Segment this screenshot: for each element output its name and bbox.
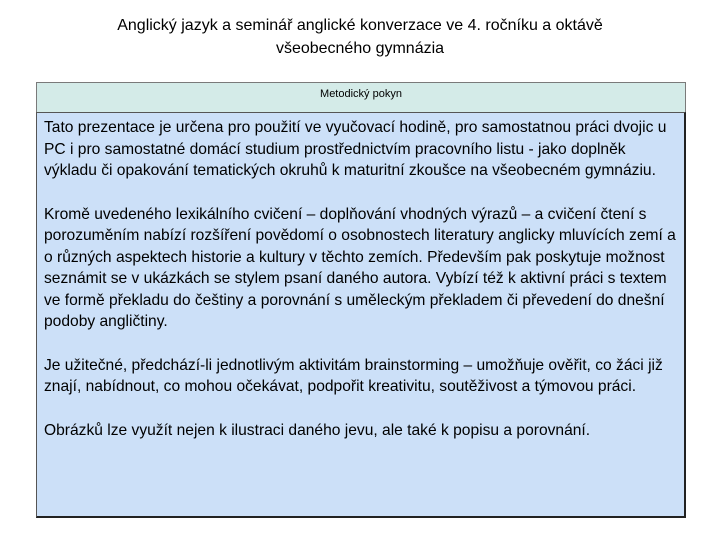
slide-title-line-1: Anglický jazyk a seminář anglické konverzace ve 4. ročníku a oktávě: [117, 17, 603, 34]
paragraph-1: Tato prezentace je určena pro použití ve vyučovací hodině, pro samostatnou práci dvojic u PC i pro samostatné domácí studium prostřednictvím pracovního listu - jako doplněk výkladu či opakování tematických okruhů k maturitní zkoušce na všeobecném gymnáziu.: [44, 119, 667, 179]
slide-title-line-2: všeobecného gymnázia: [275, 40, 445, 57]
slide-title: [60, 14, 660, 60]
paragraph-4: Obrázků lze využít nejen k ilustraci daného jevu, ale také k popisu a porovnání.: [44, 421, 591, 439]
paragraph-3: Je užitečné, předchází-li jednotlivým aktivitám brainstorming – umožňuje ověřit, co žáci již znají, nabídnout, co mohou očekávat, podpořit kreativitu, soutěživost a týmovou práci.: [44, 356, 663, 395]
methodical-note-label: Metodický pokyn: [320, 88, 402, 100]
methodical-note-content: [36, 112, 686, 518]
methodical-note-header: [36, 82, 686, 113]
paragraph-2: Kromě uvedeného lexikálního cvičení – doplňování vhodných výrazů – a cvičení čtení s porozuměním nabízí rozšíření povědomí o osobnostech literatury anglicky mluvících zemí a o různých aspektech historie a kultury v těchto zemích. Především pak poskytuje možnost seznámit se v ukázkách se stylem psaní daného autora. Vybízí též k aktivní práci s textem ve formě překladu do češtiny a porovnání s uměleckým překladem či převedení do dnešní podoby angličtiny.: [44, 205, 676, 330]
